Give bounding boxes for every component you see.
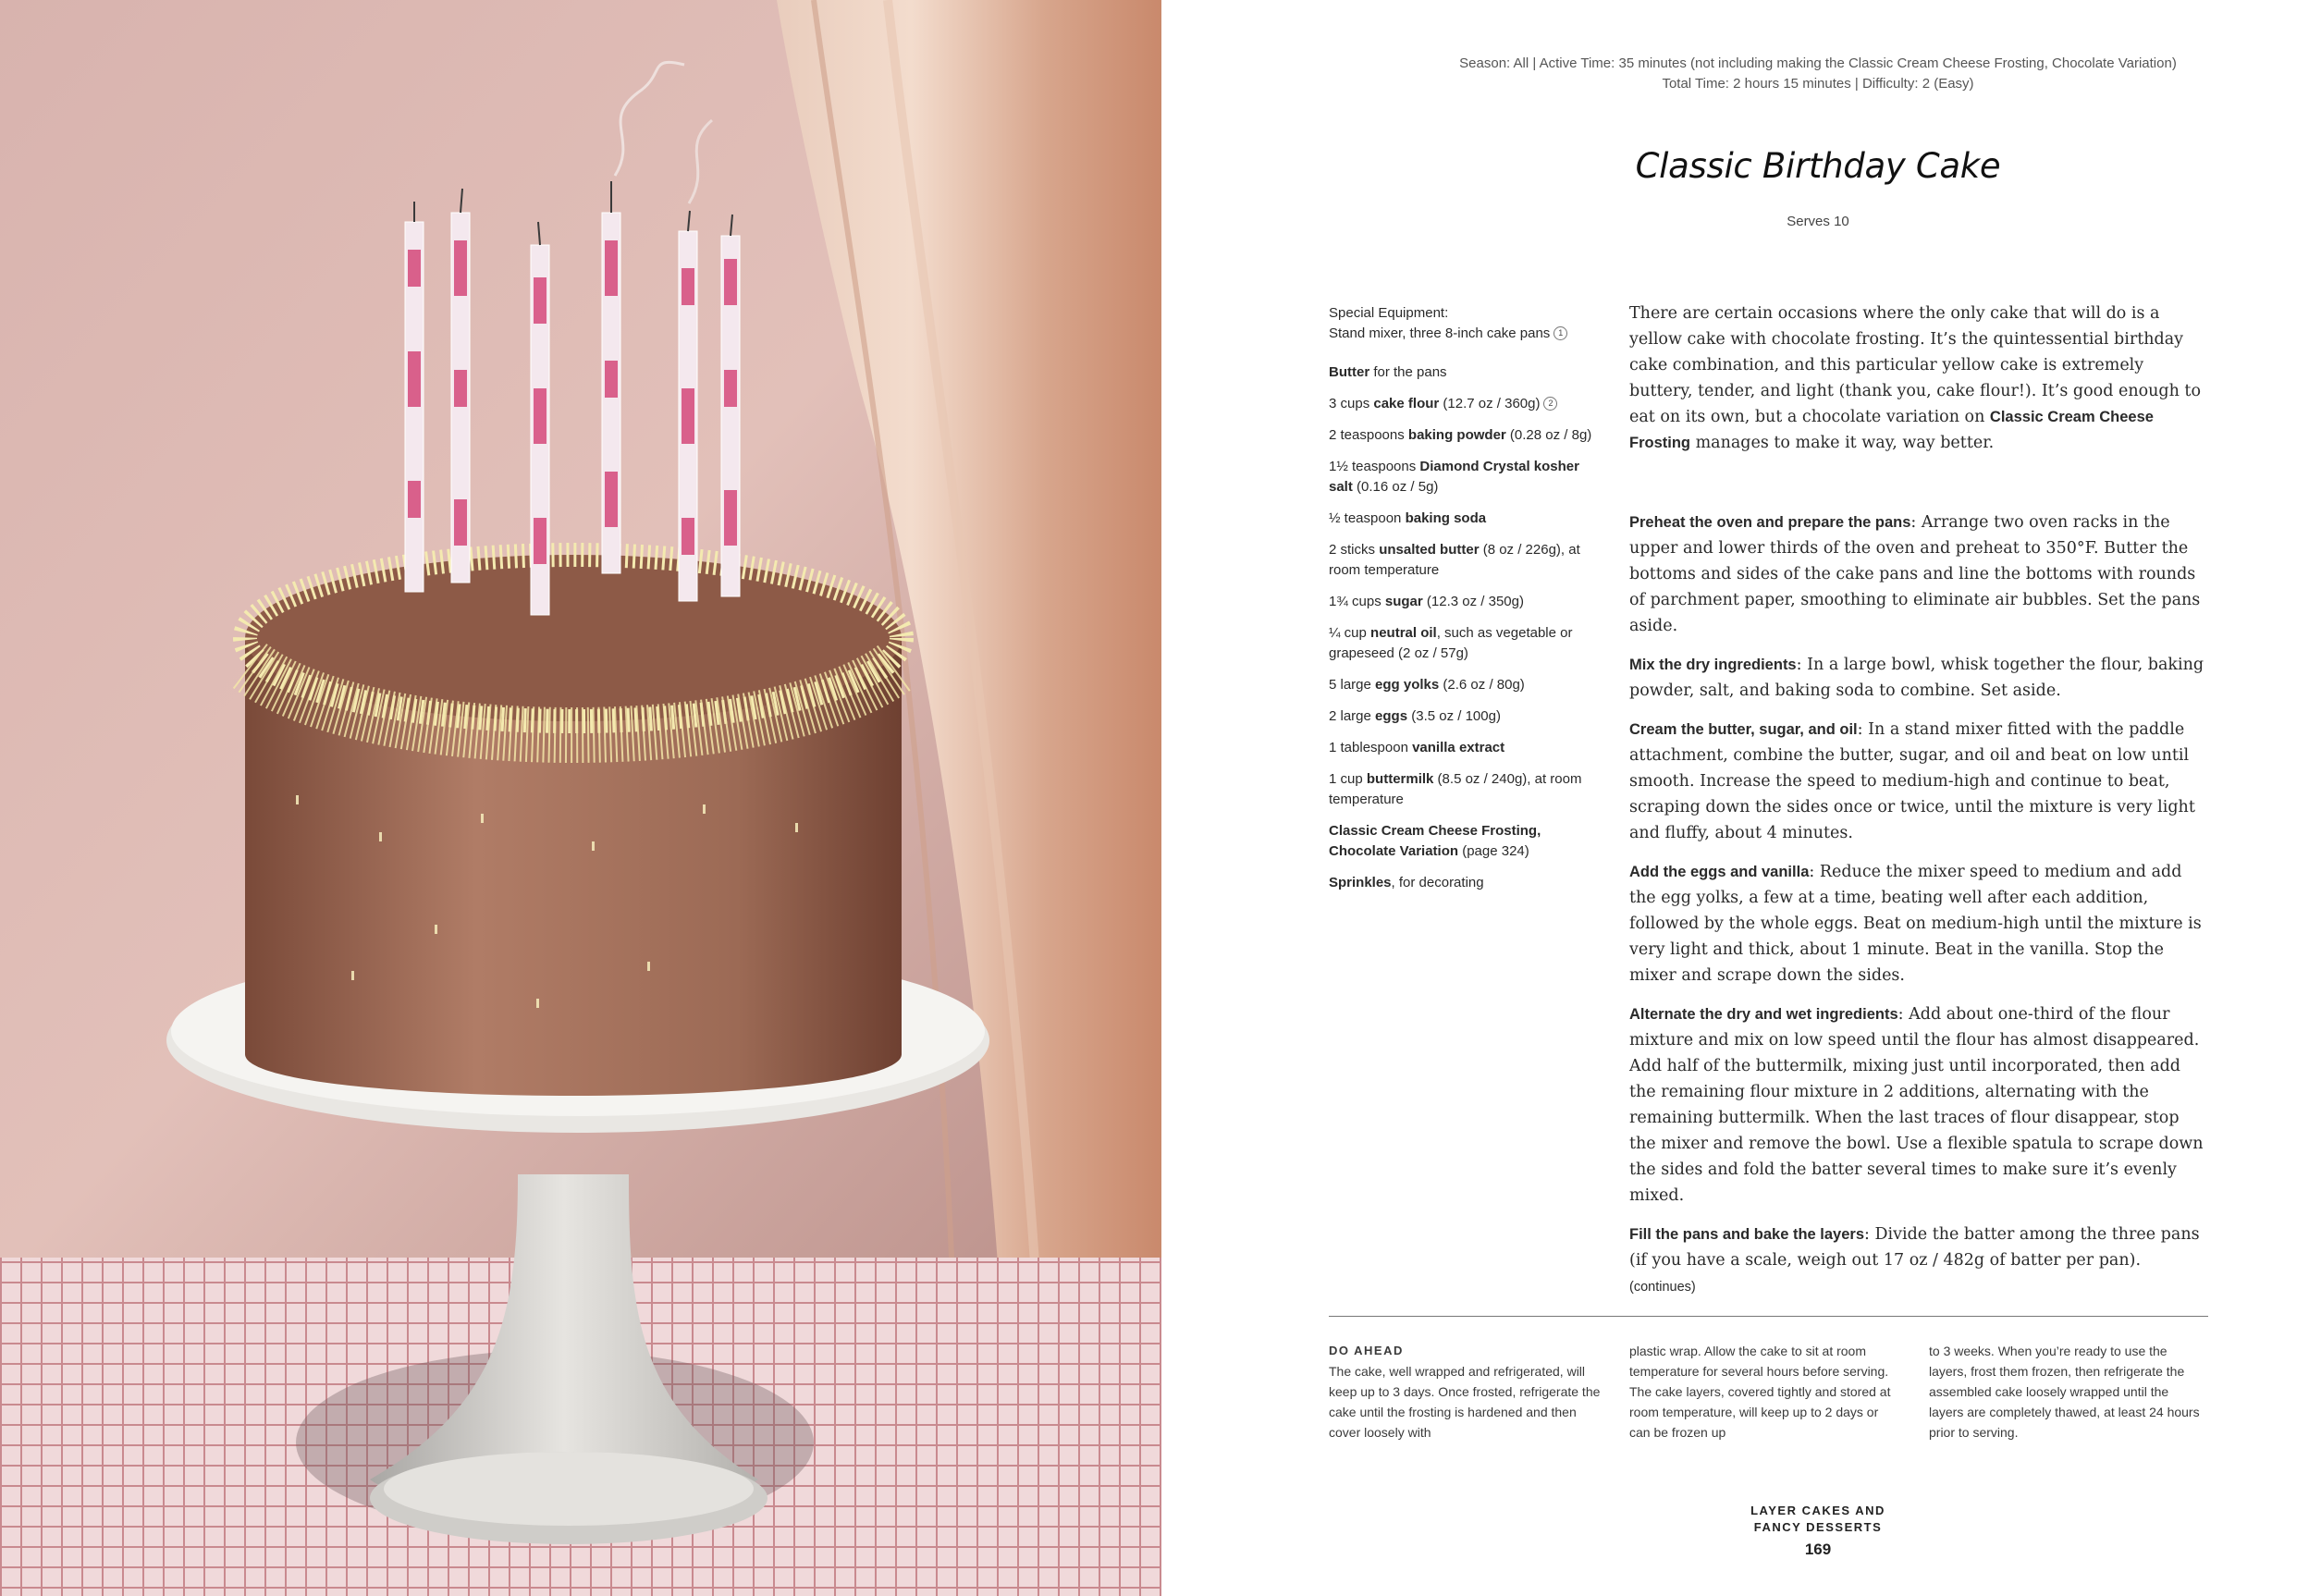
- ingredient-detail: (3.5 oz / 100g): [1407, 708, 1501, 724]
- ingredient-item: [1329, 540, 1597, 581]
- step-text: : Arrange two oven racks in the upper and lower thirds of the oven and preheat to 350°F. Butter the bottoms and sides of the cake pans and line the bottoms with rounds of parchment paper, smoothing to eliminate air bubbles. Set the pans aside.: [1629, 513, 2201, 635]
- ingredient-detail: (0.28 oz / 8g): [1505, 427, 1592, 443]
- ingredient-name: eggs: [1375, 708, 1408, 724]
- ingredient-item: [1329, 394, 1597, 414]
- ingredient-name: neutral oil: [1370, 625, 1437, 641]
- do-ahead-col-1: [1329, 1341, 1602, 1443]
- ingredient-detail: (2.6 oz / 80g): [1439, 677, 1525, 693]
- step-heading: Add the eggs and vanilla: [1629, 864, 1810, 880]
- intro-link-frosting: Classic Cream Cheese Frosting: [1629, 409, 2154, 451]
- footnote-marker: 1: [1553, 326, 1567, 340]
- do-ahead-text-3: to 3 weeks. When you’re ready to use the layers, frost them frozen, then refrigerate the assembled cake loosely wrapped until the layers are completely thawed, at least 24 hours prior to serving.: [1929, 1344, 2200, 1440]
- ingredient-name: buttermilk: [1366, 771, 1434, 787]
- step-text: : In a stand mixer fitted with the paddle attachment, combine the butter, sugar, and oil and beat on low until smooth. Increase the speed to medium-high and continue to beat, scraping down the sides once or twice, until the mixture is very light and fluffy, about 4 minutes.: [1629, 720, 2195, 842]
- ingredient-item: [1329, 873, 1597, 893]
- ingredient-qty: 2 teaspoons: [1329, 427, 1408, 443]
- ingredient-detail: (8.5 oz / 240g), at room temperature: [1329, 771, 1582, 807]
- footnote-marker: 2: [1543, 397, 1557, 411]
- equipment-label: Special Equipment:: [1329, 305, 1449, 321]
- step-text: : Reduce the mixer speed to medium and add the egg yolks, a few at a time, beating well after each addition, followed by the whole eggs. Beat on medium-high until the mixture is very light and thick, about 1 minute. Beat in the vanilla. Stop the mixer and scrape down the sides.: [1629, 863, 2202, 985]
- ingredient-detail: , such as vegetable or grapeseed (2 oz / 57g): [1329, 625, 1573, 661]
- recipe-title: Classic Birthday Cake: [1635, 146, 2001, 186]
- step-text: : Add about one-third of the flour mixture and mix on low speed until the flour has almost disappeared. Add half of the buttermilk, mixing just until incorporated, then add the remaining flour mixture in 2 additions, alternating with the remaining buttermilk. When the last traces of flour disappear, stop the mixer and remove the bowl. Use a flexible spatula to scrape down the sides and fold the batter several times to make sure it’s evenly mixed.: [1629, 1005, 2204, 1205]
- ingredient-qty: ½ teaspoon: [1329, 510, 1406, 526]
- do-ahead-text-1: The cake, well wrapped and refrigerated, will keep up to 3 days. Once frosted, refrigerate the cake until the frosting is hardened and then cover loosely with: [1329, 1364, 1601, 1440]
- section-footer: [1420, 1503, 2216, 1536]
- method-step: [1629, 859, 2205, 988]
- do-ahead-heading: DO AHEAD: [1329, 1344, 1404, 1357]
- ingredient-name: egg yolks: [1375, 677, 1440, 693]
- intro-text: There are certain occasions where the only cake that will do is a yellow cake with chocolate frosting. It’s the quintessential birthday cake combination, and this particular yellow cake is extremely buttery, tender, and light (thank you, cake flour!). It’s good enough to eat on its own, but a chocolate variation on: [1629, 304, 2202, 426]
- ingredient-qty: 2 sticks: [1329, 542, 1380, 558]
- intro-text-end: manages to make it way, way better.: [1690, 434, 1995, 452]
- ingredient-detail: , for decorating: [1391, 875, 1484, 890]
- do-ahead-text-2: plastic wrap. Allow the cake to sit at room temperature for several hours before serving. The cake layers, covered tightly and stored at room temperature, will keep up to 2 days or can be frozen up: [1629, 1344, 1891, 1440]
- ingredient-item: [1329, 821, 1597, 862]
- ingredient-detail: (8 oz / 226g), at room temperature: [1329, 542, 1580, 578]
- ingredient-item: [1329, 362, 1597, 383]
- ingredients-list: [1329, 303, 1597, 904]
- ingredient-name: vanilla extract: [1412, 740, 1505, 755]
- ingredient-name: unsalted butter: [1379, 542, 1480, 558]
- step-heading: Fill the pans and bake the layers: [1629, 1226, 1865, 1243]
- recipe-body: [1629, 301, 2205, 1313]
- ingredient-item: [1329, 425, 1597, 446]
- ingredient-name: Butter: [1329, 364, 1370, 380]
- step-heading: Preheat the oven and prepare the pans: [1629, 514, 1911, 531]
- ingredient-item: [1329, 675, 1597, 695]
- ingredient-detail: for the pans: [1369, 364, 1447, 380]
- ingredient-name: Sprinkles: [1329, 875, 1392, 890]
- special-equipment: [1329, 303, 1597, 344]
- ingredient-qty: ¼ cup: [1329, 625, 1371, 641]
- ingredient-name: cake flour: [1373, 396, 1440, 411]
- ingredient-item: [1329, 769, 1597, 810]
- ingredient-item: [1329, 706, 1597, 727]
- ingredient-item: [1329, 738, 1597, 758]
- ingredient-item: [1329, 457, 1597, 497]
- ingredient-name: sugar: [1384, 594, 1423, 609]
- ingredient-detail: (0.16 oz / 5g): [1352, 479, 1439, 495]
- ingredient-detail: (page 324): [1458, 843, 1529, 859]
- ingredient-qty: 1 tablespoon: [1329, 740, 1413, 755]
- ingredient-qty: 1½ teaspoons: [1329, 459, 1420, 474]
- ingredient-item: [1329, 509, 1597, 529]
- do-ahead-col-2: [1629, 1341, 1902, 1443]
- ingredient-qty: 1 cup: [1329, 771, 1367, 787]
- step-text: : In a large bowl, whisk together the flour, baking powder, salt, and baking soda to combine. Set aside.: [1629, 656, 2204, 700]
- ingredient-qty: 5 large: [1329, 677, 1376, 693]
- method-step: [1629, 717, 2205, 846]
- ingredient-name: baking powder: [1407, 427, 1506, 443]
- recipe-page: [1161, 0, 2321, 1596]
- step-text: : Divide the batter among the three pans (if you have a scale, weigh out 17 oz / 482g of batter per pan).: [1629, 1225, 2200, 1270]
- step-heading: Alternate the dry and wet ingredients: [1629, 1006, 1898, 1023]
- ingredient-name: Diamond Crystal kosher salt: [1329, 459, 1579, 495]
- ingredient-qty: 3 cups: [1329, 396, 1374, 411]
- do-ahead-col-3: [1929, 1341, 2202, 1443]
- page-number: 169: [1804, 1541, 1832, 1558]
- recipe-serves: Serves 10: [1787, 214, 1849, 229]
- ingredient-detail: (12.7 oz / 360g): [1439, 396, 1541, 411]
- method-step: [1629, 652, 2205, 704]
- ingredient-detail: (12.3 oz / 350g): [1422, 594, 1524, 609]
- step-heading: Cream the butter, sugar, and oil: [1629, 721, 1858, 738]
- ingredient-name: Classic Cream Cheese Frosting, Chocolate Variation: [1329, 823, 1541, 859]
- footer-line-2: FANCY DESSERTS: [1753, 1520, 1883, 1534]
- method-step: [1629, 1001, 2205, 1209]
- equipment-text: Stand mixer, three 8-inch cake pans: [1329, 325, 1551, 341]
- divider: [1329, 1316, 2208, 1317]
- recipe-meta-line-2: Total Time: 2 hours 15 minutes | Difficulty: 2 (Easy): [1662, 76, 1974, 92]
- method-step: [1629, 509, 2205, 639]
- ingredient-qty: 2 large: [1329, 708, 1376, 724]
- continues-note: (continues): [1629, 1280, 1696, 1295]
- method-step: [1629, 1222, 2205, 1300]
- recipe-meta-line-1: Season: All | Active Time: 35 minutes (not including making the Classic Cream Cheese Frosting, Chocolate Variation): [1459, 55, 2177, 71]
- recipe-intro: [1629, 301, 2205, 456]
- footer-line-1: LAYER CAKES AND: [1750, 1504, 1885, 1517]
- ingredient-item: [1329, 623, 1597, 664]
- ingredient-qty: 1¾ cups: [1329, 594, 1385, 609]
- ingredient-name: baking soda: [1405, 510, 1487, 526]
- ingredient-item: [1329, 592, 1597, 612]
- step-heading: Mix the dry ingredients: [1629, 657, 1797, 673]
